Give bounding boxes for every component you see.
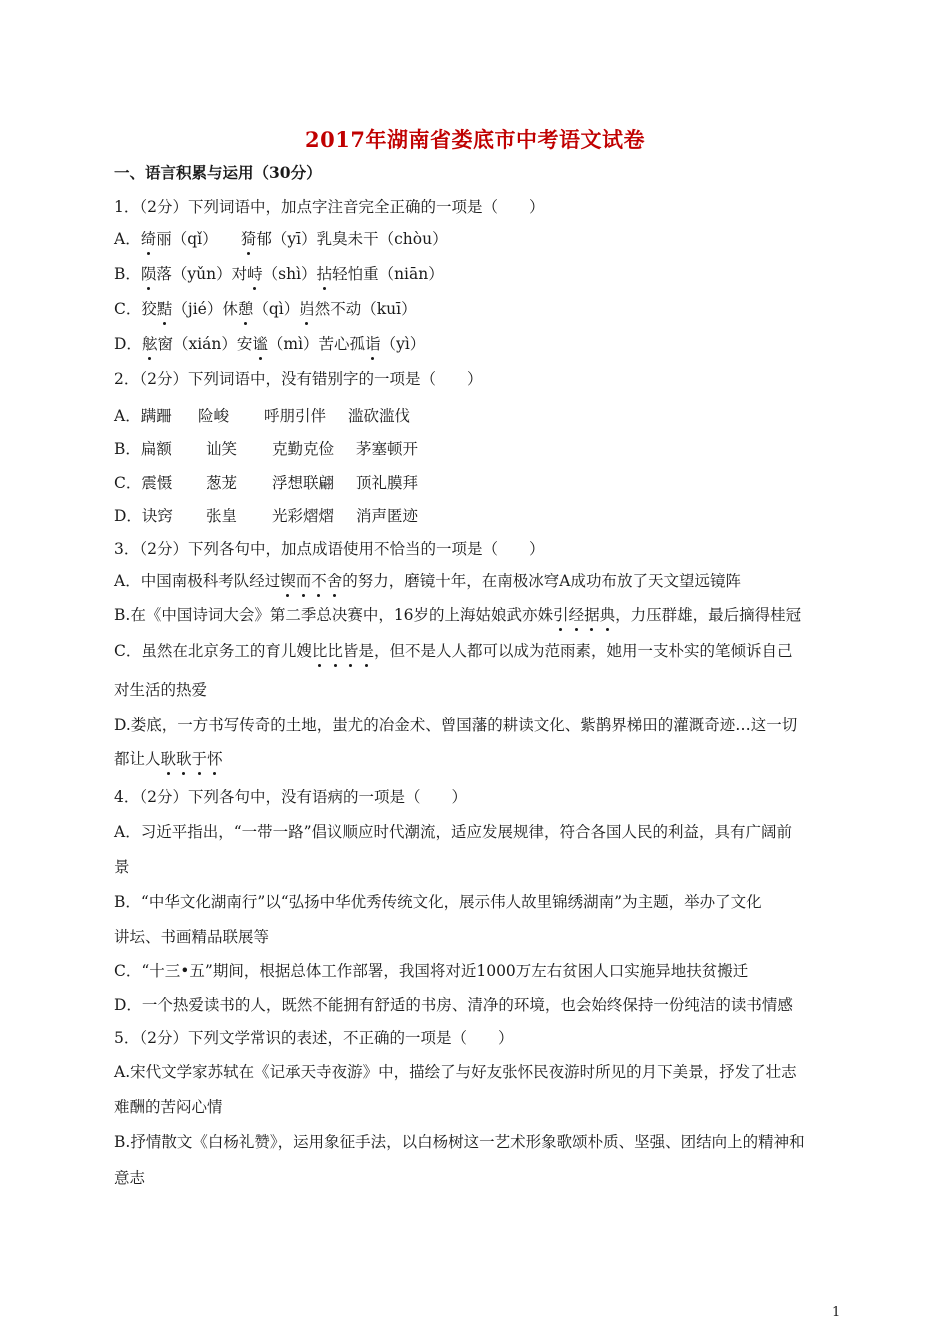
question-3-option-d: D.娄底，一方书写传奇的土地，蚩尤的冶金术、曾国藩的耕读文化、紫鹊界梯田的灌溉奇迹…这一切: [114, 716, 798, 734]
dotted-idiom: 锲而不舍: [280, 572, 343, 590]
question-3-option-c-cont: 对生活的热爱: [114, 681, 208, 699]
question-5-option-a: A.宋代文学家苏轼在《记承天寺夜游》中，描绘了与好友张怀民夜游时所见的月下美景，抒发了壮志: [114, 1063, 797, 1081]
question-3-option-b: B.在《中国诗词大会》第二季总决赛中，16岁的上海姑娘武亦姝引经据典，力压群雄，最后摘得桂冠: [114, 606, 802, 624]
question-2-option-a: A．蹒跚 险峻 呼朋引伴 滥砍滥伐: [114, 407, 411, 425]
dotted-idiom: 比比皆是: [311, 642, 374, 660]
question-4-option-b-cont: 讲坛、书画精品联展等: [114, 928, 270, 946]
question-2-stem: 2．（2分）下列词语中，没有错别字的一项是（ ）: [114, 370, 483, 388]
question-4-option-c: C．“十三•五”期间，根据总体工作部署，我国将对近1000万左右贫困人口实施异地扶贫搬迁: [114, 962, 749, 980]
exam-title: 2017年湖南省娄底市中考语文试卷: [305, 127, 645, 152]
question-5-stem: 5．（2分）下列文学常识的表述，不正确的一项是（ ）: [114, 1029, 514, 1047]
question-5-option-b-cont: 意志: [114, 1169, 146, 1187]
question-5-option-a-cont: 难酬的苦闷心情: [114, 1098, 223, 1116]
question-1-stem: 1．（2分）下列词语中，加点字注音完全正确的一项是（ ）: [114, 198, 545, 216]
dotted-idiom: 耿耿于怀: [160, 750, 223, 768]
question-5-option-b: B.抒情散文《白杨礼赞》，运用象征手法，以白杨树这一艺术形象歌颂朴质、坚强、团结向上的精神和: [114, 1133, 805, 1151]
question-3-option-c: C．虽然在北京务工的育儿嫂比比皆是，但不是人人都可以成为范雨素，她用一支朴实的笔倾诉自己: [114, 642, 793, 660]
question-3-stem: 3．（2分）下列各句中，加点成语使用不恰当的一项是（ ）: [114, 540, 545, 558]
question-2-option-b: B．扁额 讪笑 克勤克俭 茅塞顿开: [114, 440, 419, 458]
question-3-option-d-cont: 都让人耿耿于怀: [114, 750, 223, 768]
question-1-option-c: C．狡黠（jié）休憩（qì）岿然不动（kuī）: [114, 300, 417, 318]
question-1-option-d: D．舷窗（xián）安谧（mì）苦心孤诣（yì）: [114, 335, 426, 353]
question-4-stem: 4．（2分）下列各句中，没有语病的一项是（ ）: [114, 788, 467, 806]
section-heading: 一、语言积累与运用（30分）: [114, 163, 322, 182]
question-2-option-c: C．震慑 葱茏 浮想联翩 顶礼膜拜: [114, 474, 419, 492]
question-4-option-d: D．一个热爱读书的人，既然不能拥有舒适的书房、清净的环境，也会始终保持一份纯洁的读书情感: [114, 996, 793, 1014]
question-2-option-d: D．诀窍 张皇 光彩熠熠 消声匿迹: [114, 507, 419, 525]
question-1-option-b: B．陨落（yǔn）对峙（shì）拈轻怕重（niān）: [114, 265, 444, 283]
question-4-option-a: A．习近平指出，“一带一路”倡议顺应时代潮流，适应发展规律，符合各国人民的利益，具有广阔前: [114, 823, 793, 841]
question-4-option-b: B．“中华文化湖南行”以“弘扬中华优秀传统文化，展示伟人故里锦绣湖南”为主题，举办了文化: [114, 893, 762, 911]
question-1-option-a: A．绮丽（qǐ） 猗郁（yī）乳臭未干（chòu）: [114, 230, 448, 248]
question-3-option-a: A．中国南极科考队经过锲而不舍的努力，磨镜十年，在南极冰穹A成功布放了天文望远镜阵: [114, 572, 741, 590]
page-number: 1: [832, 1305, 841, 1320]
question-4-option-a-cont: 景: [114, 858, 130, 876]
dotted-idiom: 引经据典: [553, 606, 616, 624]
